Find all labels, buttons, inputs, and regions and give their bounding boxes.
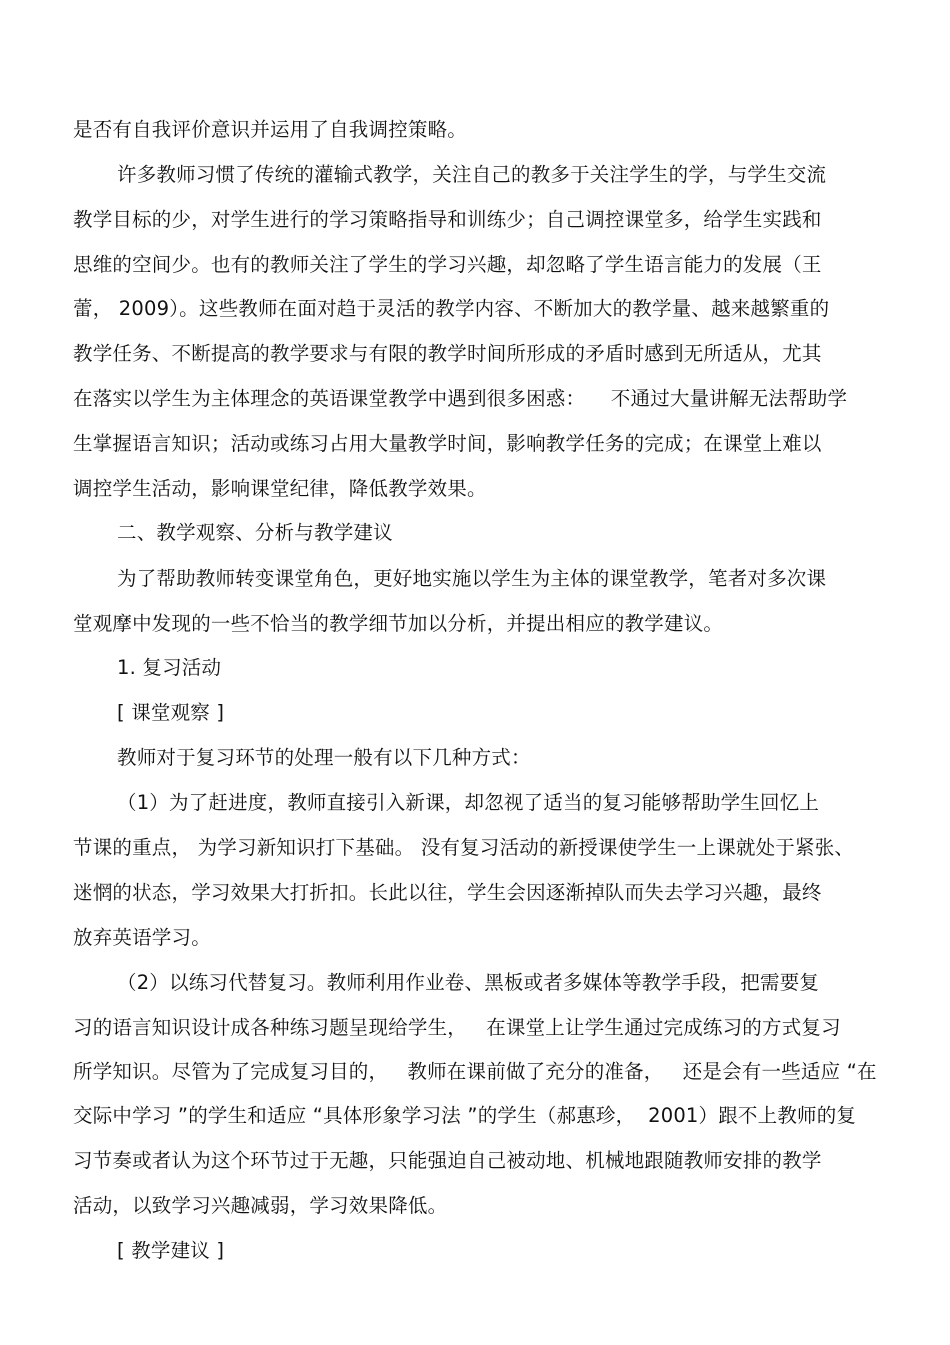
bracket-heading: [ 教学建议 ]	[117, 1239, 225, 1262]
body-text-line: 习节奏或者认为这个环节过于无趣，只能强迫自己被动地、机械地跟随教师安排的教学	[73, 1149, 822, 1172]
paragraph-first-line: 许多教师习惯了传统的灌输式教学，关注自己的教多于关注学生的学，与学生交流	[117, 163, 827, 186]
body-text-line: 教学目标的少，对学生进行的学习策略指导和训练少；自己调控课堂多，给学生实践和	[73, 208, 822, 231]
body-text-line: 放弃英语学习。	[73, 926, 211, 949]
paragraph-first-line: （1）为了赶进度，教师直接引入新课，却忽视了适当的复习能够帮助学生回忆上	[117, 791, 820, 814]
section-heading: 二、教学观察、分析与教学建议	[117, 521, 393, 544]
paragraph-first-line: 教师对于复习环节的处理一般有以下几种方式：	[117, 746, 531, 769]
body-text-line: 习的语言知识设计成各种练习题呈现给学生， 在课堂上让学生通过完成练习的方式复习	[73, 1016, 841, 1039]
body-text-line: 所学知识。尽管为了完成复习目的， 教师在课前做了充分的准备， 还是会有一些适应 “在	[73, 1060, 877, 1083]
body-text-line: 堂观摩中发现的一些不恰当的教学细节加以分析，并提出相应的教学建议。	[73, 612, 724, 635]
bracket-heading: [ 课堂观察 ]	[117, 701, 225, 724]
paragraph-first-line: 为了帮助教师转变课堂角色，更好地实施以学生为主体的课堂教学，笔者对多次课	[117, 567, 827, 590]
body-text-line: 生掌握语言知识；活动或练习占用大量教学时间，影响教学任务的完成；在课堂上难以	[73, 432, 822, 455]
body-text-line: 是否有自我评价意识并运用了自我调控策略。	[73, 118, 468, 141]
body-text-line: 节课的重点， 为学习新知识打下基础。 没有复习活动的新授课使学生一上课就处于紧张、	[73, 836, 855, 859]
body-text-line: 活动，以致学习兴趣减弱，学习效果降低。	[73, 1194, 448, 1217]
body-text-line: 教学任务、不断提高的教学要求与有限的教学时间所形成的矛盾时感到无所适从，尤其	[73, 342, 822, 365]
body-text-line: 交际中学习 ”的学生和适应 “具体形象学习法 ”的学生（郝惠珍， 2001）跟不上教师的复	[73, 1104, 857, 1127]
body-text-line: 在落实以学生为主体理念的英语课堂教学中遇到很多困惑： 不通过大量讲解无法帮助学	[73, 387, 848, 410]
paragraph-first-line: （2）以练习代替复习。教师利用作业卷、黑板或者多媒体等教学手段，把需要复	[117, 971, 820, 994]
subsection-heading: 1. 复习活动	[117, 656, 222, 679]
body-text-line: 思维的空间少。也有的教师关注了学生的学习兴趣，却忽略了学生语言能力的发展（王	[73, 253, 822, 276]
body-text-line: 蕾， 2009）。这些教师在面对趋于灵活的教学内容、不断加大的教学量、越来越繁重的	[73, 297, 830, 320]
body-text-line: 迷惘的状态，学习效果大打折扣。长此以往，学生会因逐渐掉队而失去学习兴趣，最终	[73, 881, 822, 904]
body-text-line: 调控学生活动，影响课堂纪律，降低教学效果。	[73, 477, 487, 500]
